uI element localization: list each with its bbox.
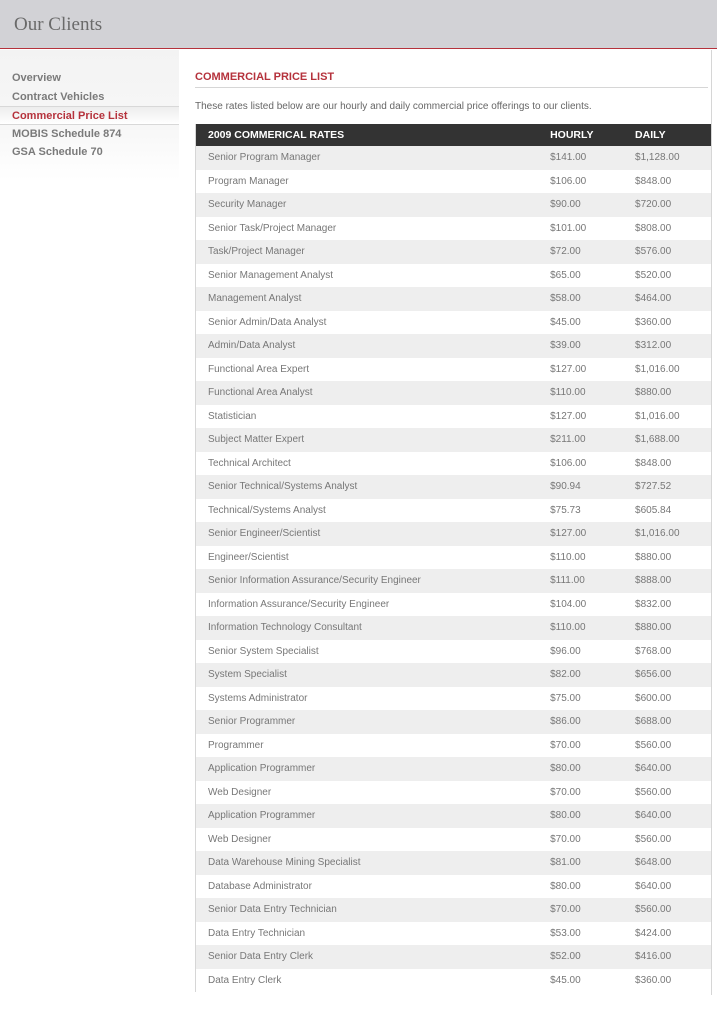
- cell-role: Senior Engineer/Scientist: [196, 522, 539, 546]
- cell-role: Senior Programmer: [196, 710, 539, 734]
- cell-daily-rate: $360.00: [623, 969, 712, 993]
- content-border: [711, 50, 712, 995]
- cell-role: Statistician: [196, 405, 539, 429]
- table-row: [196, 781, 713, 805]
- table-row: [196, 757, 713, 781]
- cell-hourly-rate: $58.00: [538, 287, 623, 311]
- cell-daily-rate: $464.00: [623, 287, 712, 311]
- cell-hourly-rate: $90.94: [538, 475, 623, 499]
- cell-role: Senior Data Entry Clerk: [196, 945, 539, 969]
- column-header-hourly: HOURLY: [538, 124, 623, 146]
- table-body: [196, 146, 713, 992]
- cell-daily-rate: $360.00: [623, 311, 712, 335]
- cell-hourly-rate: $45.00: [538, 969, 623, 993]
- cell-role: Senior Information Assurance/Security Engineer: [196, 569, 539, 593]
- cell-role: Senior Technical/Systems Analyst: [196, 475, 539, 499]
- cell-hourly-rate: $45.00: [538, 311, 623, 335]
- page-header: [0, 0, 717, 49]
- cell-daily-rate: $605.84: [623, 499, 712, 523]
- cell-hourly-rate: $80.00: [538, 804, 623, 828]
- cell-hourly-rate: $82.00: [538, 663, 623, 687]
- table-row: [196, 710, 713, 734]
- cell-hourly-rate: $104.00: [538, 593, 623, 617]
- cell-role: Senior Management Analyst: [196, 264, 539, 288]
- cell-daily-rate: $520.00: [623, 264, 712, 288]
- cell-hourly-rate: $110.00: [538, 616, 623, 640]
- cell-hourly-rate: $39.00: [538, 334, 623, 358]
- cell-role: Data Entry Technician: [196, 922, 539, 946]
- cell-daily-rate: $576.00: [623, 240, 712, 264]
- cell-hourly-rate: $86.00: [538, 710, 623, 734]
- sidebar-item-mobis-schedule-874[interactable]: MOBIS Schedule 874: [12, 127, 122, 140]
- cell-hourly-rate: $70.00: [538, 781, 623, 805]
- cell-hourly-rate: $75.00: [538, 687, 623, 711]
- table-row: [196, 898, 713, 922]
- cell-daily-rate: $1,016.00: [623, 358, 712, 382]
- section-heading: COMMERCIAL PRICE LIST: [195, 71, 708, 88]
- cell-daily-rate: $848.00: [623, 452, 712, 476]
- cell-role: Subject Matter Expert: [196, 428, 539, 452]
- cell-daily-rate: $640.00: [623, 757, 712, 781]
- cell-role: Senior Admin/Data Analyst: [196, 311, 539, 335]
- table-row: [196, 381, 713, 405]
- cell-hourly-rate: $72.00: [538, 240, 623, 264]
- table-header-row: [196, 124, 713, 146]
- intro-text: These rates listed below are our hourly and daily commercial price offerings to our clients.: [195, 101, 592, 112]
- cell-role: Data Warehouse Mining Specialist: [196, 851, 539, 875]
- table-row: [196, 475, 713, 499]
- cell-daily-rate: $416.00: [623, 945, 712, 969]
- cell-role: Technical Architect: [196, 452, 539, 476]
- cell-daily-rate: $888.00: [623, 569, 712, 593]
- cell-hourly-rate: $111.00: [538, 569, 623, 593]
- cell-hourly-rate: $106.00: [538, 170, 623, 194]
- cell-hourly-rate: $52.00: [538, 945, 623, 969]
- table-row: [196, 240, 713, 264]
- cell-daily-rate: $727.52: [623, 475, 712, 499]
- cell-hourly-rate: $96.00: [538, 640, 623, 664]
- cell-role: Senior Program Manager: [196, 146, 539, 170]
- cell-role: Programmer: [196, 734, 539, 758]
- cell-daily-rate: $656.00: [623, 663, 712, 687]
- table-row: [196, 640, 713, 664]
- cell-role: Application Programmer: [196, 757, 539, 781]
- table-row: [196, 428, 713, 452]
- table-row: [196, 922, 713, 946]
- table-row: [196, 851, 713, 875]
- cell-daily-rate: $848.00: [623, 170, 712, 194]
- cell-role: Management Analyst: [196, 287, 539, 311]
- cell-role: Security Manager: [196, 193, 539, 217]
- cell-role: Data Entry Clerk: [196, 969, 539, 993]
- cell-role: Systems Administrator: [196, 687, 539, 711]
- table-row: [196, 875, 713, 899]
- cell-daily-rate: $1,016.00: [623, 405, 712, 429]
- sidebar-nav: [0, 69, 179, 162]
- table-row: [196, 522, 713, 546]
- table-row: [196, 828, 713, 852]
- table-row: [196, 804, 713, 828]
- table-row: [196, 593, 713, 617]
- cell-hourly-rate: $53.00: [538, 922, 623, 946]
- cell-hourly-rate: $75.73: [538, 499, 623, 523]
- cell-daily-rate: $640.00: [623, 804, 712, 828]
- cell-role: Database Administrator: [196, 875, 539, 899]
- cell-hourly-rate: $110.00: [538, 381, 623, 405]
- cell-hourly-rate: $141.00: [538, 146, 623, 170]
- table-row: [196, 287, 713, 311]
- table-row: [196, 499, 713, 523]
- table-row: [196, 616, 713, 640]
- cell-hourly-rate: $127.00: [538, 522, 623, 546]
- cell-hourly-rate: $101.00: [538, 217, 623, 241]
- table-row: [196, 405, 713, 429]
- cell-hourly-rate: $65.00: [538, 264, 623, 288]
- cell-role: Functional Area Analyst: [196, 381, 539, 405]
- cell-role: Information Technology Consultant: [196, 616, 539, 640]
- cell-daily-rate: $1,016.00: [623, 522, 712, 546]
- cell-daily-rate: $880.00: [623, 616, 712, 640]
- cell-daily-rate: $880.00: [623, 381, 712, 405]
- table-row: [196, 264, 713, 288]
- cell-daily-rate: $648.00: [623, 851, 712, 875]
- cell-hourly-rate: $70.00: [538, 898, 623, 922]
- cell-role: Application Programmer: [196, 804, 539, 828]
- cell-role: Web Designer: [196, 828, 539, 852]
- cell-role: Task/Project Manager: [196, 240, 539, 264]
- column-header-role: 2009 COMMERICAL RATES: [196, 124, 539, 146]
- cell-hourly-rate: $110.00: [538, 546, 623, 570]
- cell-daily-rate: $560.00: [623, 898, 712, 922]
- cell-role: Senior System Specialist: [196, 640, 539, 664]
- cell-role: Functional Area Expert: [196, 358, 539, 382]
- cell-role: Senior Task/Project Manager: [196, 217, 539, 241]
- cell-daily-rate: $560.00: [623, 734, 712, 758]
- table-row: [196, 969, 713, 993]
- cell-hourly-rate: $127.00: [538, 358, 623, 382]
- cell-role: Web Designer: [196, 781, 539, 805]
- table-row: [196, 170, 713, 194]
- cell-daily-rate: $1,128.00: [623, 146, 712, 170]
- table-row: [196, 358, 713, 382]
- cell-daily-rate: $688.00: [623, 710, 712, 734]
- rates-table: [195, 124, 712, 992]
- table-row: [196, 334, 713, 358]
- cell-daily-rate: $424.00: [623, 922, 712, 946]
- cell-daily-rate: $312.00: [623, 334, 712, 358]
- cell-hourly-rate: $211.00: [538, 428, 623, 452]
- cell-hourly-rate: $70.00: [538, 734, 623, 758]
- sidebar-item-contract-vehicles[interactable]: Contract Vehicles: [12, 90, 105, 103]
- cell-daily-rate: $560.00: [623, 781, 712, 805]
- sidebar-item-gsa-schedule-70[interactable]: GSA Schedule 70: [12, 146, 103, 158]
- page-title: Our Clients: [14, 14, 103, 35]
- table-row: [196, 217, 713, 241]
- table-row: [196, 311, 713, 335]
- cell-role: Engineer/Scientist: [196, 546, 539, 570]
- cell-role: Admin/Data Analyst: [196, 334, 539, 358]
- cell-role: Information Assurance/Security Engineer: [196, 593, 539, 617]
- table-row: [196, 146, 713, 170]
- table-row: [196, 687, 713, 711]
- cell-hourly-rate: $90.00: [538, 193, 623, 217]
- table-row: [196, 663, 713, 687]
- cell-daily-rate: $560.00: [623, 828, 712, 852]
- table-row: [196, 569, 713, 593]
- table-row: [196, 734, 713, 758]
- sidebar: [0, 50, 179, 180]
- table-row: [196, 193, 713, 217]
- cell-daily-rate: $880.00: [623, 546, 712, 570]
- column-header-daily: DAILY: [623, 124, 712, 146]
- cell-hourly-rate: $80.00: [538, 757, 623, 781]
- cell-role: Senior Data Entry Technician: [196, 898, 539, 922]
- table-row: [196, 945, 713, 969]
- cell-hourly-rate: $127.00: [538, 405, 623, 429]
- cell-hourly-rate: $106.00: [538, 452, 623, 476]
- table-row: [196, 452, 713, 476]
- sidebar-item-overview[interactable]: Overview: [12, 72, 61, 84]
- cell-daily-rate: $720.00: [623, 193, 712, 217]
- table-row: [196, 546, 713, 570]
- cell-daily-rate: $832.00: [623, 593, 712, 617]
- cell-hourly-rate: $80.00: [538, 875, 623, 899]
- cell-role: Technical/Systems Analyst: [196, 499, 539, 523]
- cell-role: System Specialist: [196, 663, 539, 687]
- cell-daily-rate: $600.00: [623, 687, 712, 711]
- cell-daily-rate: $768.00: [623, 640, 712, 664]
- cell-hourly-rate: $70.00: [538, 828, 623, 852]
- cell-hourly-rate: $81.00: [538, 851, 623, 875]
- sidebar-item-commercial-price-list[interactable]: Commercial Price List: [0, 106, 179, 125]
- cell-role: Program Manager: [196, 170, 539, 194]
- cell-daily-rate: $640.00: [623, 875, 712, 899]
- cell-daily-rate: $1,688.00: [623, 428, 712, 452]
- cell-daily-rate: $808.00: [623, 217, 712, 241]
